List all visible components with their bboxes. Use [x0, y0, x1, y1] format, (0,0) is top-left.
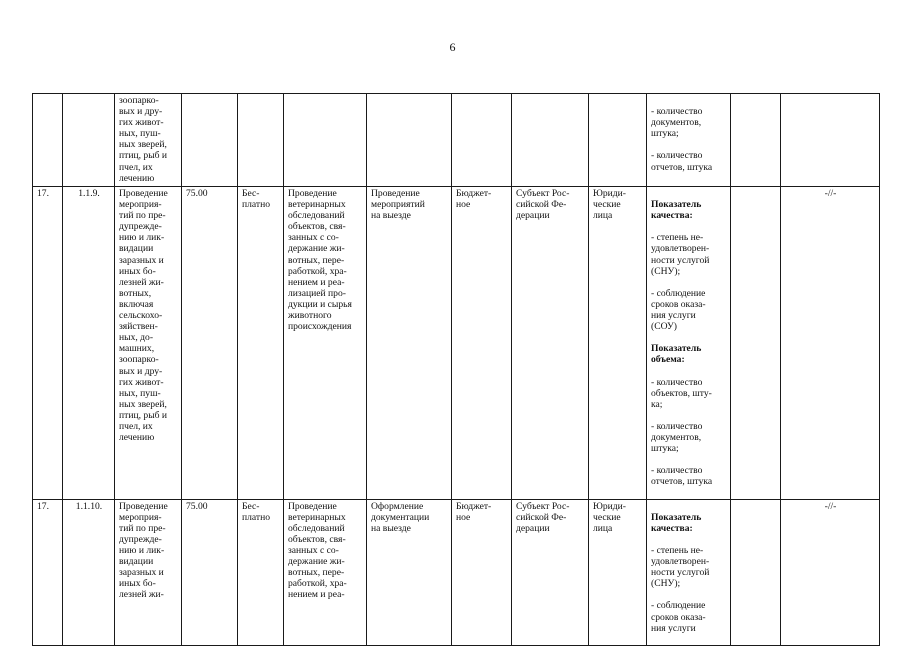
- indicator-line: - степень не- удовлетворен- ности услугой (СНУ);: [651, 545, 710, 590]
- indicators-cell: [647, 499, 731, 645]
- extra-cell: [731, 187, 781, 500]
- note-cell: -//-: [781, 187, 880, 500]
- note-cell: -//-: [781, 499, 880, 645]
- service-name-cell: Проведение мероприя- тий по пре- дупрежде- нию и лик- видации заразных и иных бо- лезней жи-: [115, 499, 182, 645]
- indicator-line: - количество документов, штука;: [651, 106, 703, 140]
- service-code-cell: 1.1.9.: [63, 187, 115, 500]
- funding-cell: [452, 94, 512, 187]
- service-code-cell: [63, 94, 115, 187]
- service-form-cell: Проведение мероприятий на выезде: [367, 187, 452, 500]
- provider-cell: Субъект Рос- сийской Фе- дерации: [512, 187, 589, 500]
- consumer-cell: Юриди- ческие лица: [589, 187, 647, 500]
- row-number-cell: 17.: [33, 499, 63, 645]
- provider-cell: Субъект Рос- сийской Фе- дерации: [512, 499, 589, 645]
- payment-cell: Бес- платно: [238, 499, 284, 645]
- indicator-heading: Показатель качества:: [651, 199, 702, 222]
- service-name-cell: зоопарко- вых и дру- гих живот- ных, пуш- ных зверей, птиц, рыб и пчел, их лечению: [115, 94, 182, 187]
- services-table: [32, 93, 880, 646]
- provider-cell: [512, 94, 589, 187]
- extra-cell: [731, 499, 781, 645]
- funding-cell: Бюджет- ное: [452, 499, 512, 645]
- extra-cell: [731, 94, 781, 187]
- indicators-cell: [647, 94, 731, 187]
- consumer-cell: Юриди- ческие лица: [589, 499, 647, 645]
- table-row: [33, 499, 880, 645]
- table-row: [33, 187, 880, 500]
- row-number-cell: 17.: [33, 187, 63, 500]
- indicator-heading: Показатель объема:: [651, 343, 702, 366]
- indicators-cell: [647, 187, 731, 500]
- service-content-cell: Проведение ветеринарных обследований объектов, свя- занных с со- держание жи- вотных, пере- работкой, хра- нением и реа- лизацией про- дукции и сырья животного происхождения: [284, 187, 367, 500]
- service-code-cell: 1.1.10.: [63, 499, 115, 645]
- indicator-line: - соблюдение сроков оказа- ния услуги: [651, 600, 706, 634]
- consumer-cell: [589, 94, 647, 187]
- indicator-heading: Показатель качества:: [651, 511, 702, 534]
- price-cell: [182, 94, 238, 187]
- service-name-cell: Проведение мероприя- тий по пре- дупрежде- нию и лик- видации заразных и иных бо- лезней жи- вотных, включая сельскохо- зяйствен- ных, до- машних, зоопарко- вых и дру- гих живот- ных, пуш- ных зверей, птиц, рыб и пчел, их лечению: [115, 187, 182, 500]
- payment-cell: [238, 94, 284, 187]
- service-form-cell: [367, 94, 452, 187]
- price-cell: 75.00: [182, 187, 238, 500]
- table-row: [33, 94, 880, 187]
- indicator-line: - количество отчетов, штука: [651, 465, 713, 488]
- service-content-cell: [284, 94, 367, 187]
- row-number-cell: [33, 94, 63, 187]
- service-content-cell: Проведение ветеринарных обследований объектов, свя- занных с со- держание жи- вотных, пере- работкой, хра- нением и реа-: [284, 499, 367, 645]
- page-number: 6: [449, 40, 456, 54]
- indicator-line: - соблюдение сроков оказа- ния услуги (СОУ): [651, 287, 706, 333]
- service-form-cell: Оформление документации на выезде: [367, 499, 452, 645]
- funding-cell: Бюджет- ное: [452, 187, 512, 500]
- payment-cell: Бес- платно: [238, 187, 284, 500]
- note-cell: [781, 94, 880, 187]
- indicator-line: - количество объектов, шту- ка;: [651, 376, 712, 410]
- indicator-line: - степень не- удовлетворен- ности услугой (СНУ);: [651, 232, 710, 277]
- indicator-line: - количество документов, штука;: [651, 420, 703, 455]
- indicator-line: - количество отчетов, штука: [651, 150, 713, 173]
- price-cell: 75.00: [182, 499, 238, 645]
